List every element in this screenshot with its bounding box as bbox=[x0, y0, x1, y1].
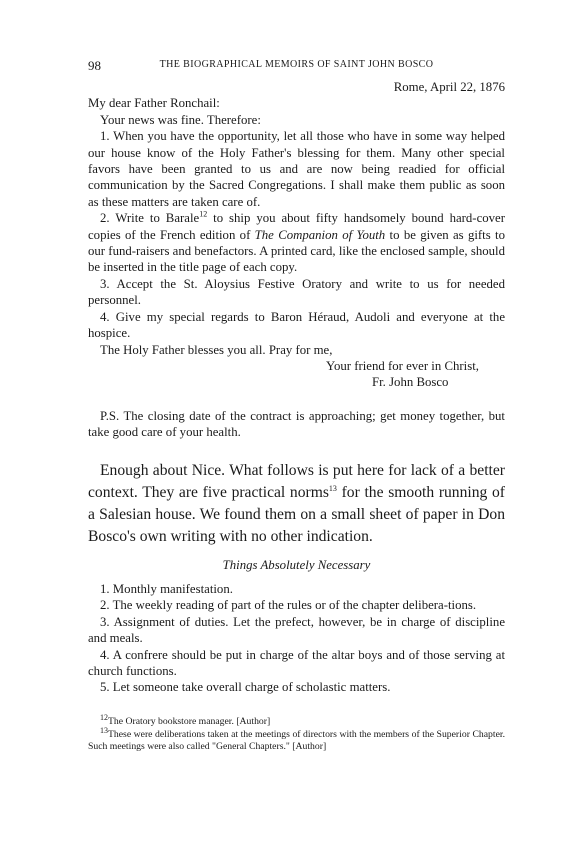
page-number: 98 bbox=[88, 58, 101, 73]
norms-list bbox=[88, 581, 505, 696]
date-line: Rome, April 22, 1876 bbox=[393, 80, 505, 94]
norm-item-1: 1. Monthly manifestation. bbox=[100, 582, 233, 596]
item2-text-c: to be given as gifts to our fund-raisers and benefactors. A printed card, like the enclosed sample, should be inserted in the title page of each copy. bbox=[88, 227, 505, 275]
signature: Fr. John Bosco bbox=[372, 375, 449, 389]
letter-item-2 bbox=[88, 210, 505, 276]
narrative-text-b: for the smooth running of a Salesian house. We found them on a small sheet of paper in Don Bosco's own writing with no other indication. bbox=[88, 484, 505, 545]
letter bbox=[88, 79, 505, 358]
norm-item-4: 4. A confrere should be put in charge of the altar boys and of those serving at church functions. bbox=[88, 647, 505, 679]
letter-opening: Your news was fine. Therefore: bbox=[100, 112, 261, 127]
salutation: My dear Father Ronchail: bbox=[88, 96, 220, 111]
letter-item-1: 1. When you have the opportunity, let all those who have in some way helped our house know of the Holy Father's blessing for them. Many other special favors have been granted to us and are now being readied for official communication by the Sacred Congregations. I shall make them public as soon as these matters are taken care of. bbox=[88, 129, 505, 209]
book-title: The Companion of Youth bbox=[254, 227, 386, 242]
norm-item-3: 3. Assignment of duties. Let the prefect, however, be in charge of discipline and meals. bbox=[88, 614, 505, 646]
footnote-text: The Oratory bookstore manager. [Author] bbox=[108, 716, 271, 727]
footnotes bbox=[88, 712, 505, 754]
footnote-marker: 13 bbox=[100, 725, 108, 735]
footnote-ref-13: 13 bbox=[328, 483, 337, 493]
postscript bbox=[88, 408, 505, 441]
letter-item-4: 4. Give my special regards to Baron Héraud, Audoli and everyone at the hospice. bbox=[88, 309, 505, 341]
norm-item-2: 2. The weekly reading of part of the rules or of the chapter delibera-tions. bbox=[100, 598, 477, 613]
footnote-marker: 12 bbox=[100, 712, 108, 722]
footnote-13 bbox=[88, 725, 505, 754]
norm-item-5: 5. Let someone take overall charge of scholastic matters. bbox=[100, 680, 391, 695]
postscript-text: P.S. The closing date of the contract is approaching; get money together, but take good care of your health. bbox=[88, 409, 505, 440]
running-title: THE BIOGRAPHICAL MEMOIRS OF SAINT JOHN BOSCO bbox=[159, 59, 434, 70]
running-header bbox=[88, 58, 505, 74]
letter-item-3: 3. Accept the St. Aloysius Festive Oratory and write to us for needed personnel. bbox=[88, 276, 505, 308]
narrative-text bbox=[88, 460, 505, 548]
footnote-text: These were deliberations taken at the meetings of directors with the members of the Superior Chapter. Such meetings were also called "General Chapters." [Author] bbox=[88, 728, 505, 752]
footnote-12 bbox=[88, 712, 505, 729]
section-heading: Things Absolutely Necessary bbox=[222, 558, 371, 572]
footnote-ref-12: 12 bbox=[199, 209, 208, 219]
narrative-paragraph bbox=[88, 460, 505, 548]
narrative-text-a: Enough about Nice. What follows is put here for lack of a better context. They are five practical norms bbox=[88, 462, 505, 501]
sign-off: Your friend for ever in Christ, bbox=[326, 359, 479, 373]
item2-text-b: to ship you about fifty handsomely bound hard-cover copies of the French edition of bbox=[88, 211, 505, 242]
letter-closing: The Holy Father blesses you all. Pray for me, bbox=[100, 342, 333, 357]
item2-text-a: 2. Write to Barale bbox=[100, 211, 200, 226]
